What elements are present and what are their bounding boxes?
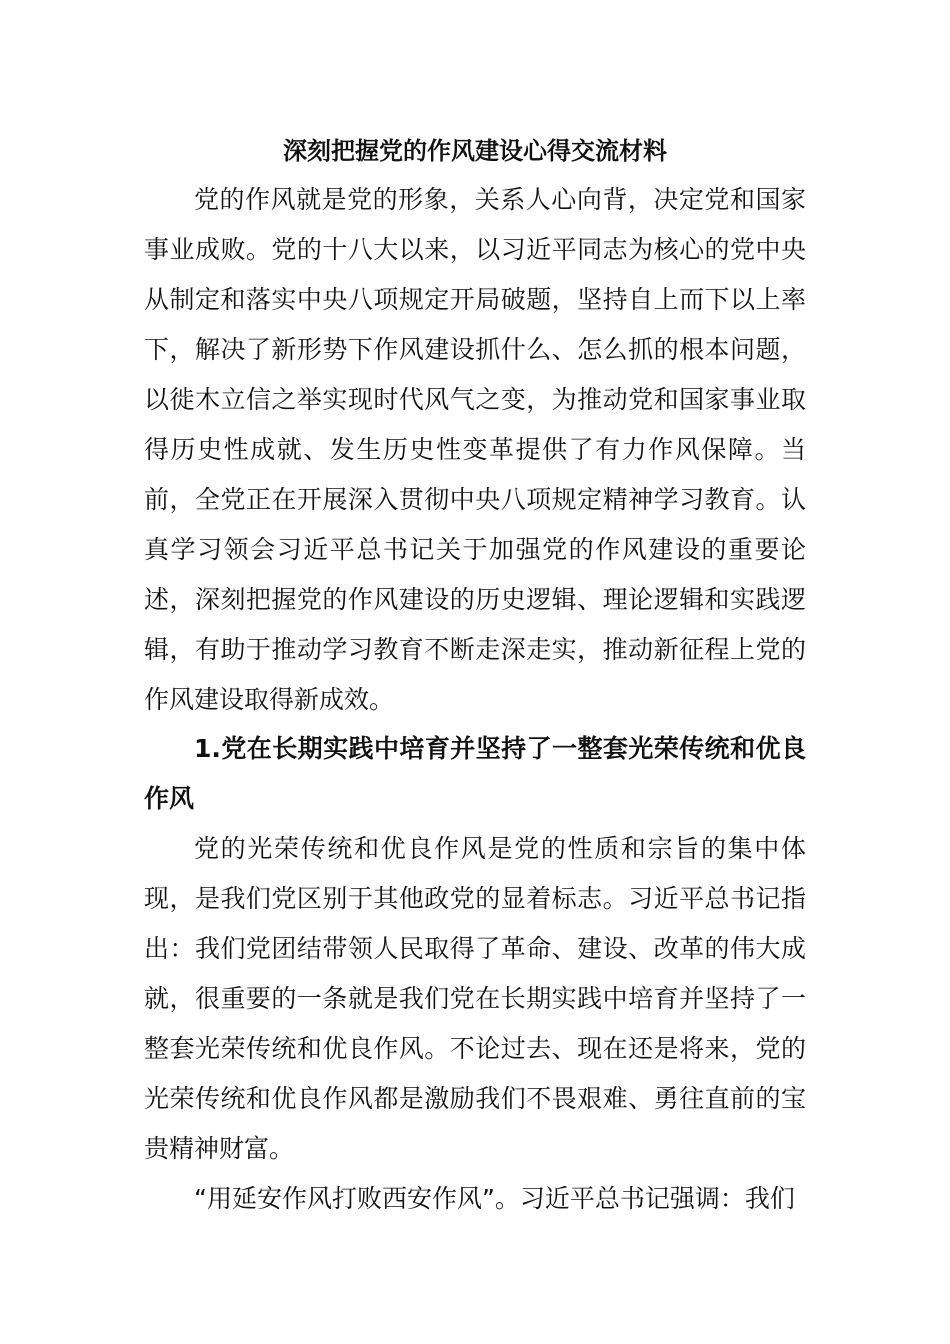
section-heading-1: 1.党在长期实践中培育并坚持了一整套光荣传统和优良作风 bbox=[144, 734, 806, 813]
paragraph-quote: “用延安作风打败西安作风”。习近平总书记强调：我们 bbox=[194, 1184, 795, 1213]
document-title: 深刻把握党的作风建设心得交流材料 bbox=[283, 137, 667, 165]
paragraph-intro: 党的作风就是党的形象，关系人心向背，决定党和国家事业成败。党的十八大以来，以习近平同志为核心的党中央从制定和落实中央八项规定开局破题，坚持自上而下以上率下，解决了新形势下作风建设抓什么、怎么抓的根本问题，以徙木立信之举实现时代风气之变，为推动党和国家事业取得历史性成就、发生历史性变革提供了有力作风保障。当前，全党正在开展深入贯彻中央八项规定精神学习教育。认真学习领会习近平总书记关于加强党的作风建设的重要论述，深刻把握党的作风建设的历史逻辑、理论逻辑和实践逻辑，有助于推动学习教育不断走深走实，推动新征程上党的作风建设取得新成效。 bbox=[144, 185, 806, 714]
paragraph-section-1: 党的光荣传统和优良作风是党的性质和宗旨的集中体现，是我们党区别于其他政党的显着标志。习近平总书记指出：我们党团结带领人民取得了革命、建设、改革的伟大成就，很重要的一条就是我们党在长期实践中培育并坚持了一整套光荣传统和优良作风。不论过去、现在还是将来，党的光荣传统和优良作风都是激励我们不畏艰难、勇往直前的宝贵精神财富。 bbox=[144, 834, 806, 1163]
